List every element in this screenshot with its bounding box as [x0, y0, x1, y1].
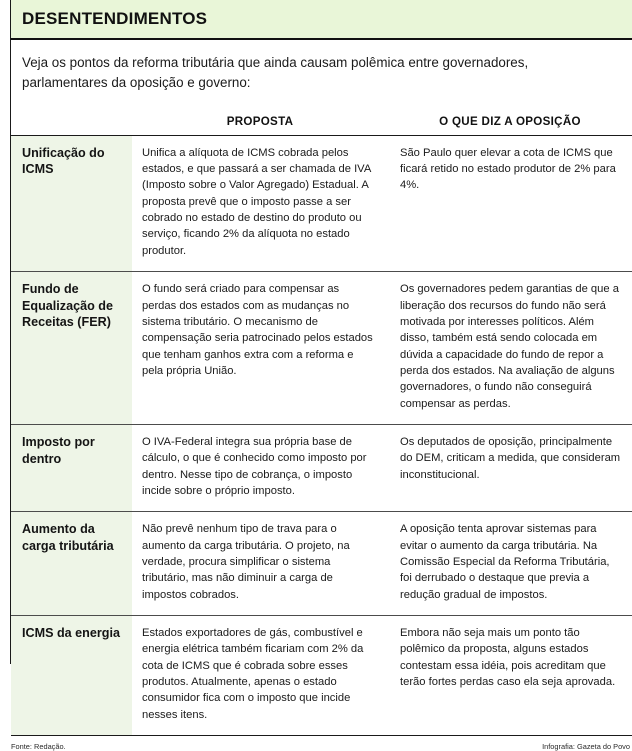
comparison-table	[11, 106, 632, 736]
infographic-sheet	[11, 0, 632, 751]
table-header-row	[11, 106, 632, 136]
footer-credit: Infografia: Gazeta do Povo	[542, 742, 630, 751]
row-oposicao: Os deputados de oposição, principalmente do DEM, criticam a medida, que consideram inconstitucional.	[388, 424, 632, 511]
table-row	[11, 512, 632, 616]
table-body	[11, 135, 632, 735]
footer	[11, 736, 632, 751]
row-topic: ICMS da energia	[11, 616, 132, 736]
row-proposta: O fundo será criado para compensar as perdas dos estados com as mudanças no sistema tributário. O mecanismo de compensação seria patrocinado pelos estados que tenham ganhos extra com a reforma e pela própria União.	[132, 272, 388, 425]
table-row	[11, 424, 632, 511]
column-header-oposicao: O QUE DIZ A OPOSIÇÃO	[388, 106, 632, 136]
column-header-topic	[11, 106, 132, 136]
row-topic: Imposto por dentro	[11, 424, 132, 511]
row-proposta: Estados exportadores de gás, combustível e energia elétrica também ficariam com 2% da cota de ICMS que é cobrada sobre esses produtos. Atualmente, apenas o estado consumidor fica com o imposto que incide nesses itens.	[132, 616, 388, 736]
row-topic: Fundo de Equalização de Receitas (FER)	[11, 272, 132, 425]
row-proposta: O IVA-Federal integra sua própria base de cálculo, o que é conhecido como imposto por dentro. Nesse tipo de cobrança, o imposto incide sobre o próprio imposto.	[132, 424, 388, 511]
row-topic: Unificação do ICMS	[11, 135, 132, 271]
row-oposicao: Os governadores pedem garantias de que a liberação dos recursos do fundo não será motivada por interesses políticos. Além disso, também está sendo colocada em dúvida a capacidade do fundo de repor a perda dos estados. Na avaliação de alguns governadores, o fundo não conseguirá compensar as perdas.	[388, 272, 632, 425]
row-proposta: Unifica a alíquota de ICMS cobrada pelos estados, e que passará a ser chamada de IVA (Imposto sobre o Valor Agregado) Estadual. A proposta prevê que o imposto passe a ser cobrado no estado de destino do produto ou serviço, ficando 2% da alíquota no estado produtor.	[132, 135, 388, 271]
column-header-proposta: PROPOSTA	[132, 106, 388, 136]
title-band	[11, 0, 632, 40]
table-row	[11, 616, 632, 736]
footer-source: Fonte: Redação.	[11, 742, 66, 751]
table-row	[11, 272, 632, 425]
row-proposta: Não prevê nenhum tipo de trava para o aumento da carga tributária. O projeto, na verdade, procura simplificar o sistema tributário, mas não diminuir a carga de impostos cobrados.	[132, 512, 388, 616]
row-oposicao: São Paulo quer elevar a cota de ICMS que ficará retido no estado produtor de 2% para 4%.	[388, 135, 632, 271]
page-title: DESENTENDIMENTOS	[22, 9, 208, 28]
row-topic: Aumento da carga tributária	[11, 512, 132, 616]
table-row	[11, 135, 632, 271]
intro-paragraph: Veja os pontos da reforma tributária que ainda causam polêmica entre governadores, parlamentares da oposição e governo:	[22, 55, 529, 91]
table-header	[11, 106, 632, 136]
row-oposicao: A oposição tenta aprovar sistemas para evitar o aumento da carga tributária. Na Comissão Especial da Reforma Tributária, foi derrubado o destaque que previa a redução gradual de impostos.	[388, 512, 632, 616]
row-oposicao: Embora não seja mais um ponto tão polêmico da proposta, alguns estados contestam essa idéia, pois acreditam que terão fortes perdas caso ela seja aprovada.	[388, 616, 632, 736]
